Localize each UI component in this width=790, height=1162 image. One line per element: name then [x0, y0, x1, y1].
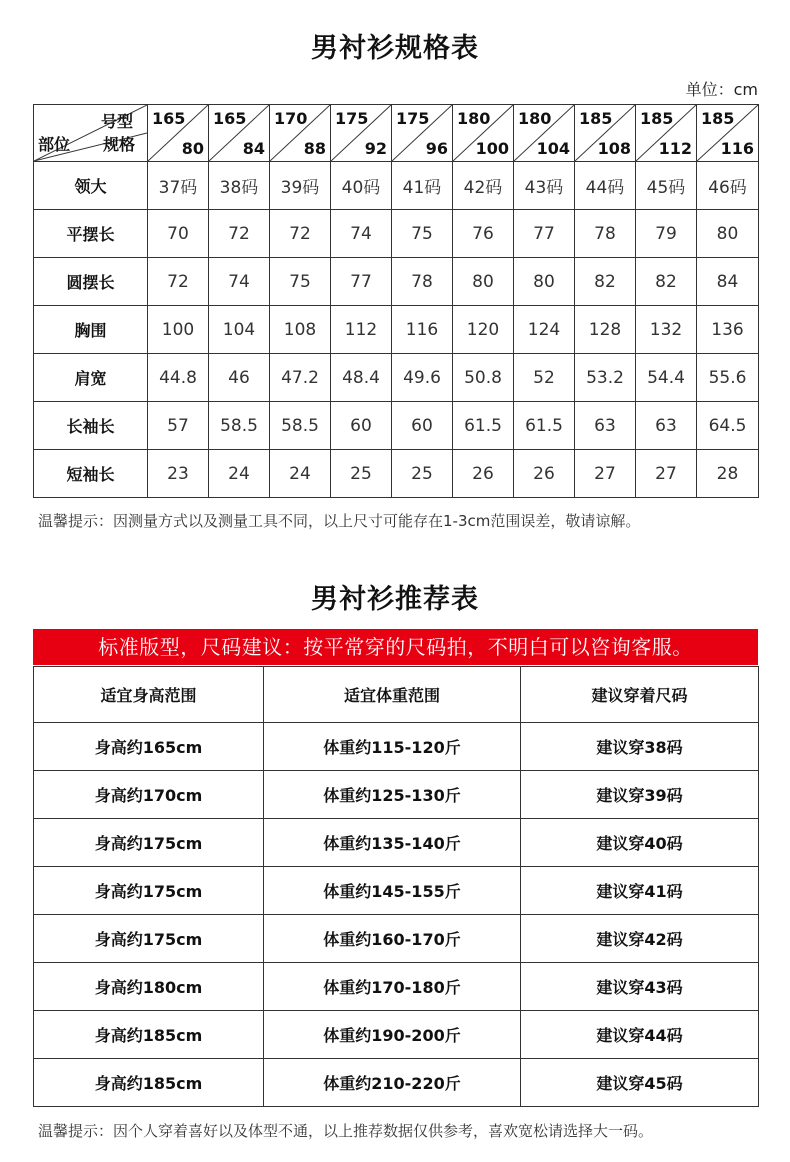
size-header-cell — [575, 105, 636, 162]
size-header-cell — [209, 105, 270, 162]
spec-cell: 45码 — [636, 162, 697, 210]
spec-row-label: 短袖长 — [34, 450, 148, 498]
spec-cell: 132 — [636, 306, 697, 354]
spec-cell: 79 — [636, 210, 697, 258]
size-chest: 104 — [536, 139, 570, 158]
recommend-cell: 身高约175cm — [34, 867, 264, 915]
recommend-cell: 身高约165cm — [34, 723, 264, 771]
recommend-table-title: 男衬衫推荐表 — [311, 584, 479, 615]
spec-cell: 72 — [209, 210, 270, 258]
recommend-cell: 建议穿38码 — [521, 723, 759, 771]
spec-cell: 60 — [392, 402, 453, 450]
size-height: 185 — [579, 109, 613, 128]
size-header-cell — [331, 105, 392, 162]
size-chest: 80 — [181, 139, 204, 158]
spec-row — [34, 402, 759, 450]
spec-cell: 24 — [209, 450, 270, 498]
recommend-header-cell: 适宜体重范围 — [264, 667, 521, 723]
spec-cell: 116 — [392, 306, 453, 354]
spec-cell: 46码 — [697, 162, 759, 210]
spec-cell: 108 — [270, 306, 331, 354]
size-header-cell — [392, 105, 453, 162]
recommend-row — [34, 915, 759, 963]
recommend-cell: 建议穿45码 — [521, 1059, 759, 1107]
spec-cell: 72 — [148, 258, 209, 306]
size-chest: 116 — [720, 139, 754, 158]
size-chest: 96 — [425, 139, 448, 158]
recommend-cell: 建议穿44码 — [521, 1011, 759, 1059]
recommend-row — [34, 723, 759, 771]
spec-cell: 58.5 — [209, 402, 270, 450]
spec-cell: 41码 — [392, 162, 453, 210]
recommend-cell: 身高约180cm — [34, 963, 264, 1011]
size-advice-banner: 标准版型，尺码建议：按平常穿的尺码拍，不明白可以咨询客服。 — [33, 629, 758, 665]
recommend-header-cell: 建议穿着尺码 — [521, 667, 759, 723]
size-chest: 112 — [658, 139, 692, 158]
spec-cell: 53.2 — [575, 354, 636, 402]
recommend-cell: 建议穿40码 — [521, 819, 759, 867]
spec-cell: 25 — [392, 450, 453, 498]
recommend-cell: 体重约115-120斤 — [264, 723, 521, 771]
spec-cell: 55.6 — [697, 354, 759, 402]
spec-cell: 27 — [575, 450, 636, 498]
spec-cell: 61.5 — [514, 402, 575, 450]
size-height: 175 — [396, 109, 430, 128]
spec-row-label: 肩宽 — [34, 354, 148, 402]
size-height: 180 — [518, 109, 552, 128]
spec-cell: 42码 — [453, 162, 514, 210]
recommend-header-row — [34, 667, 759, 723]
recommend-cell: 体重约135-140斤 — [264, 819, 521, 867]
recommend-cell: 建议穿43码 — [521, 963, 759, 1011]
spec-cell: 50.8 — [453, 354, 514, 402]
spec-row — [34, 306, 759, 354]
size-header-cell — [636, 105, 697, 162]
spec-cell: 120 — [453, 306, 514, 354]
spec-row — [34, 258, 759, 306]
recommend-cell: 身高约175cm — [34, 819, 264, 867]
spec-cell: 64.5 — [697, 402, 759, 450]
spec-cell: 78 — [575, 210, 636, 258]
spec-cell: 112 — [331, 306, 392, 354]
recommend-row — [34, 819, 759, 867]
size-chest: 88 — [303, 139, 326, 158]
size-header-cell — [697, 105, 759, 162]
recommend-row — [34, 771, 759, 819]
size-header-cell — [514, 105, 575, 162]
size-height: 175 — [335, 109, 369, 128]
spec-corner-cell — [34, 105, 148, 162]
spec-cell: 72 — [270, 210, 331, 258]
recommend-cell: 体重约145-155斤 — [264, 867, 521, 915]
spec-header-row — [34, 105, 759, 162]
recommend-row — [34, 963, 759, 1011]
recommend-cell: 体重约160-170斤 — [264, 915, 521, 963]
spec-cell: 49.6 — [392, 354, 453, 402]
size-chest: 84 — [242, 139, 265, 158]
spec-cell: 74 — [331, 210, 392, 258]
corner-spec-label: 规格 — [102, 135, 135, 154]
spec-table — [33, 104, 759, 498]
spec-cell: 44.8 — [148, 354, 209, 402]
recommend-header-cell: 适宜身高范围 — [34, 667, 264, 723]
spec-row-label: 领大 — [34, 162, 148, 210]
corner-part-label: 部位 — [38, 135, 71, 154]
size-height: 180 — [457, 109, 491, 128]
recommend-cell: 身高约170cm — [34, 771, 264, 819]
spec-cell: 82 — [636, 258, 697, 306]
recommend-cell: 建议穿42码 — [521, 915, 759, 963]
spec-cell: 26 — [514, 450, 575, 498]
spec-row-label: 胸围 — [34, 306, 148, 354]
spec-cell: 61.5 — [453, 402, 514, 450]
spec-cell: 37码 — [148, 162, 209, 210]
size-header-cell — [453, 105, 514, 162]
recommend-cell: 身高约185cm — [34, 1059, 264, 1107]
size-height: 185 — [640, 109, 674, 128]
spec-cell: 24 — [270, 450, 331, 498]
spec-cell: 78 — [392, 258, 453, 306]
spec-cell: 57 — [148, 402, 209, 450]
corner-type-label: 号型 — [100, 112, 133, 131]
spec-table-title: 男衬衫规格表 — [311, 33, 479, 64]
spec-row-label: 圆摆长 — [34, 258, 148, 306]
recommend-row — [34, 867, 759, 915]
spec-cell: 40码 — [331, 162, 392, 210]
spec-cell: 46 — [209, 354, 270, 402]
recommend-table — [33, 666, 759, 1107]
spec-cell: 28 — [697, 450, 759, 498]
spec-cell: 84 — [697, 258, 759, 306]
spec-cell: 80 — [514, 258, 575, 306]
spec-cell: 48.4 — [331, 354, 392, 402]
spec-note: 温馨提示：因测量方式以及测量工具不同，以上尺寸可能存在1-3cm范围误差，敬请谅解。 — [38, 512, 641, 530]
spec-cell: 104 — [209, 306, 270, 354]
recommend-note: 温馨提示：因个人穿着喜好以及体型不通，以上推荐数据仅供参考，喜欢宽松请选择大一码。 — [38, 1122, 654, 1140]
spec-cell: 52 — [514, 354, 575, 402]
recommend-cell: 建议穿41码 — [521, 867, 759, 915]
size-header-cell — [148, 105, 209, 162]
recommend-cell: 体重约210-220斤 — [264, 1059, 521, 1107]
spec-row — [34, 450, 759, 498]
recommend-cell: 体重约170-180斤 — [264, 963, 521, 1011]
recommend-cell: 身高约175cm — [34, 915, 264, 963]
spec-cell: 27 — [636, 450, 697, 498]
size-chest: 100 — [475, 139, 509, 158]
spec-cell: 25 — [331, 450, 392, 498]
recommend-cell: 身高约185cm — [34, 1011, 264, 1059]
spec-cell: 60 — [331, 402, 392, 450]
spec-cell: 80 — [697, 210, 759, 258]
size-height: 170 — [274, 109, 308, 128]
spec-cell: 124 — [514, 306, 575, 354]
spec-cell: 38码 — [209, 162, 270, 210]
spec-row-label: 平摆长 — [34, 210, 148, 258]
spec-cell: 136 — [697, 306, 759, 354]
spec-row — [34, 210, 759, 258]
spec-cell: 47.2 — [270, 354, 331, 402]
spec-row-label: 长袖长 — [34, 402, 148, 450]
size-height: 185 — [701, 109, 735, 128]
spec-cell: 23 — [148, 450, 209, 498]
spec-cell: 100 — [148, 306, 209, 354]
spec-cell: 82 — [575, 258, 636, 306]
spec-row — [34, 354, 759, 402]
spec-cell: 74 — [209, 258, 270, 306]
spec-cell: 63 — [636, 402, 697, 450]
size-height: 165 — [213, 109, 247, 128]
spec-cell: 39码 — [270, 162, 331, 210]
spec-cell: 63 — [575, 402, 636, 450]
spec-cell: 77 — [331, 258, 392, 306]
spec-cell: 128 — [575, 306, 636, 354]
size-height: 165 — [152, 109, 186, 128]
spec-cell: 70 — [148, 210, 209, 258]
spec-cell: 54.4 — [636, 354, 697, 402]
spec-cell: 75 — [270, 258, 331, 306]
spec-cell: 26 — [453, 450, 514, 498]
size-chest: 108 — [597, 139, 631, 158]
spec-cell: 77 — [514, 210, 575, 258]
recommend-cell: 体重约190-200斤 — [264, 1011, 521, 1059]
spec-cell: 43码 — [514, 162, 575, 210]
recommend-cell: 体重约125-130斤 — [264, 771, 521, 819]
spec-cell: 76 — [453, 210, 514, 258]
recommend-row — [34, 1011, 759, 1059]
spec-cell: 75 — [392, 210, 453, 258]
spec-cell: 44码 — [575, 162, 636, 210]
size-chest: 92 — [364, 139, 387, 158]
recommend-row — [34, 1059, 759, 1107]
recommend-cell: 建议穿39码 — [521, 771, 759, 819]
spec-cell: 58.5 — [270, 402, 331, 450]
unit-label: 单位：cm — [685, 80, 758, 99]
size-header-cell — [270, 105, 331, 162]
spec-row — [34, 162, 759, 210]
spec-cell: 80 — [453, 258, 514, 306]
